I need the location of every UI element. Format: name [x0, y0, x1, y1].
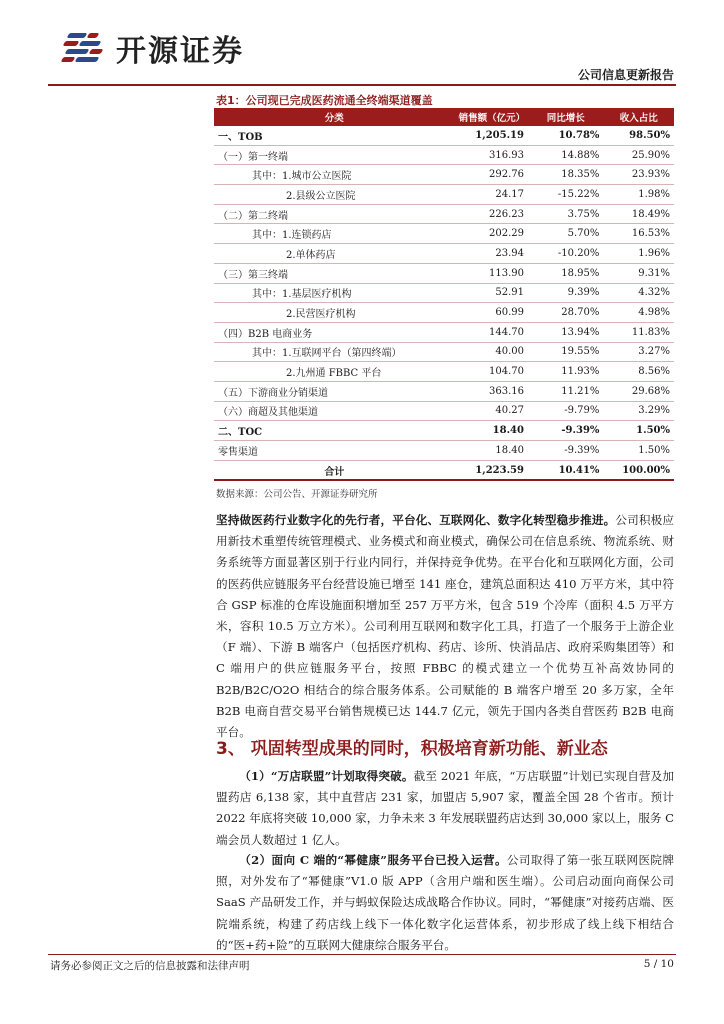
cell-sales: 52.91: [455, 283, 528, 303]
table-row: [214, 204, 674, 224]
paragraph-store-alliance: [216, 766, 674, 851]
cell-share: 23.93%: [603, 165, 674, 185]
cell-share: 1.98%: [603, 185, 674, 205]
cell-sales: 40.00: [455, 342, 528, 362]
sales-table: [214, 108, 674, 481]
cell-sales: 113.90: [455, 263, 528, 283]
table-row: [214, 342, 674, 362]
cell-category: （六）商超及其他渠道: [214, 401, 455, 421]
table-row: [214, 145, 674, 165]
paragraph-text: 截至 2021 年底，“万店联盟”计划已实现自营及加盟药店 6,138 家，其中直营店 231 家，加盟店 5,907 家，覆盖全国 28 个省市。预计 2022 年底将突破 10,000 家，力争未来 3 年发展联盟药店达到 30,000 家以上，服务 C 端会员人数超过 1 亿人。: [216, 769, 675, 847]
cell-share: 11.83%: [603, 322, 674, 342]
cell-growth: 10.78%: [528, 126, 603, 145]
paragraph-lead: （2）面向 C 端的“幂健康”服务平台已投入运营。: [239, 853, 507, 867]
cell-sales: 24.17: [455, 185, 528, 205]
cell-category: （二）第二终端: [214, 204, 455, 224]
paragraph-lead: （1）“万店联盟”计划取得突破。: [239, 769, 414, 783]
cell-sales: 202.29: [455, 224, 528, 244]
logo-text: 开源证券: [116, 34, 244, 69]
cell-category: 2.民营医疗机构: [214, 303, 455, 323]
cell-growth: 28.70%: [528, 303, 603, 323]
table-header-row: [214, 108, 674, 126]
cell-share: 1.50%: [603, 421, 674, 441]
page-header: [0, 0, 724, 90]
cell-sales: 104.70: [455, 362, 528, 382]
cell-share: 9.31%: [603, 263, 674, 283]
table-title: 表1：公司现已完成医药流通全终端渠道覆盖: [216, 94, 433, 107]
cell-share: 4.32%: [603, 283, 674, 303]
table-row: [214, 283, 674, 303]
cell-category: 二、TOC: [214, 421, 455, 441]
cell-sales: 144.70: [455, 322, 528, 342]
cell-share: 98.50%: [603, 126, 674, 145]
cell-category: 2.单体药店: [214, 244, 455, 264]
table-body: [214, 126, 674, 480]
cell-sales: 23.94: [455, 244, 528, 264]
cell-share: 16.53%: [603, 224, 674, 244]
report-type: 公司信息更新报告: [577, 68, 674, 82]
cell-share: 1.50%: [603, 441, 674, 461]
cell-sales: 40.27: [455, 401, 528, 421]
paragraph-text: 公司取得了第一张互联网医院牌照，对外发布了“幂健康”V1.0 版 APP（含用户端和医生端）。公司启动面向商保公司 SaaS 产品研发工作，并与蚂蚁保险达成战略合作协议。同时，“幂健康”对接药店端、医院端系统，构建了药店线上线下一体化数字化运营体系，初步形成了线上线下相结合的“医+药+险”的互联网大健康综合服务平台。: [216, 853, 674, 952]
table-row: [214, 244, 674, 264]
cell-category: 其中：1.连锁药店: [214, 224, 455, 244]
table-row: [214, 165, 674, 185]
cell-growth: 9.39%: [528, 283, 603, 303]
table-row: [214, 460, 674, 480]
cell-category: 2.县级公立医院: [214, 185, 455, 205]
table-row: [214, 362, 674, 382]
table-row: [214, 303, 674, 323]
cell-share: 25.90%: [603, 145, 674, 165]
cell-growth: 18.95%: [528, 263, 603, 283]
table-row: [214, 421, 674, 441]
cell-sales: 18.40: [455, 441, 528, 461]
cell-category: （五）下游商业分销渠道: [214, 381, 455, 401]
cell-category: （一）第一终端: [214, 145, 455, 165]
footer-divider: [48, 954, 676, 955]
cell-category: 其中：1.互联网平台（第四终端）: [214, 342, 455, 362]
column-header-share: 收入占比: [603, 108, 674, 126]
cell-category: 一、TOB: [214, 126, 455, 145]
cell-growth: 11.93%: [528, 362, 603, 382]
cell-category: 2.九州通 FBBC 平台: [214, 362, 455, 382]
page-number: 5 / 10: [643, 958, 674, 970]
column-header-sales: 销售额（亿元）: [455, 108, 528, 126]
cell-growth: -9.79%: [528, 401, 603, 421]
cell-share: 29.68%: [603, 381, 674, 401]
cell-growth: -9.39%: [528, 441, 603, 461]
table-row: [214, 224, 674, 244]
cell-share: 4.98%: [603, 303, 674, 323]
cell-sales: 226.23: [455, 204, 528, 224]
cell-share: 100.00%: [603, 460, 674, 480]
cell-growth: 3.75%: [528, 204, 603, 224]
cell-growth: 13.94%: [528, 322, 603, 342]
cell-share: 3.29%: [603, 401, 674, 421]
cell-growth: -10.20%: [528, 244, 603, 264]
legal-disclaimer: 请务必参阅正文之后的信息披露和法律声明: [50, 960, 250, 972]
cell-growth: 10.41%: [528, 460, 603, 480]
cell-growth: -9.39%: [528, 421, 603, 441]
column-header-growth: 同比增长: [528, 108, 603, 126]
cell-sales: 18.40: [455, 421, 528, 441]
cell-growth: 11.21%: [528, 381, 603, 401]
cell-category: （三）第三终端: [214, 263, 455, 283]
table-row: [214, 401, 674, 421]
paragraph-mi-health: [216, 850, 674, 956]
header-divider: [48, 84, 676, 86]
section-heading: 3、 巩固转型成果的同时，积极培育新功能、新业态: [216, 739, 608, 759]
table-source: 数据来源：公司公告、开源证券研究所: [216, 489, 378, 500]
cell-category: 合计: [214, 460, 455, 480]
table-row: [214, 185, 674, 205]
cell-share: 8.56%: [603, 362, 674, 382]
table-row: [214, 263, 674, 283]
cell-sales: 1,205.19: [455, 126, 528, 145]
cell-sales: 60.99: [455, 303, 528, 323]
cell-growth: 5.70%: [528, 224, 603, 244]
cell-share: 3.27%: [603, 342, 674, 362]
table-row: [214, 126, 674, 145]
cell-growth: 14.88%: [528, 145, 603, 165]
cell-share: 18.49%: [603, 204, 674, 224]
cell-growth: 19.55%: [528, 342, 603, 362]
column-header-category: 分类: [214, 108, 455, 126]
cell-sales: 363.16: [455, 381, 528, 401]
cell-growth: -15.22%: [528, 185, 603, 205]
cell-category: 其中：1.城市公立医院: [214, 165, 455, 185]
paragraph-text: 公司积极应用新技术重塑传统管理模式、业务模式和商业模式，确保公司在信息系统、物流系统、财务系统等方面显著区别于行业内同行，并保持竞争优势。在平台化和互联网化方面，公司的医药供应链服务平台经营设施已增至 141 座仓，建筑总面积达 410 万平方米，其中符合 GSP 标准的仓库设施面积增加至 257 万平方米，包含 519 个冷库（面积 4.5 万平方米，容积 10.5 万立方米）。公司利用互联网和数字化工具，打造了一个服务于上游企业（F 端）、下游 B 端客户（包括医疗机构、药店、诊所、快消品店、政府采购集团等）和 C 端用户的供应链服务平台，按照 FBBC 的模式建立一个优势互补高效协同的 B2B/B2C/O2O 相结合的综合服务体系。公司赋能的 B 端客户增至 20 多万家，全年 B2B 电商自营交易平台销售规模已达 144.7 亿元，领先于国内各类自营医药 B2B 电商平台。: [216, 513, 674, 740]
paragraph-lead: 坚持做医药行业数字化的先行者，平台化、互联网化、数字化转型稳步推进。: [216, 513, 616, 527]
cell-category: 零售渠道: [214, 441, 455, 461]
cell-category: （四）B2B 电商业务: [214, 322, 455, 342]
table-row: [214, 381, 674, 401]
cell-sales: 316.93: [455, 145, 528, 165]
cell-growth: 18.35%: [528, 165, 603, 185]
cell-category: 其中：1.基层医疗机构: [214, 283, 455, 303]
paragraph-digitalization: [216, 510, 674, 743]
brand-logo: [62, 26, 244, 70]
cell-sales: 1,223.59: [455, 460, 528, 480]
table-row: [214, 441, 674, 461]
cell-sales: 292.76: [455, 165, 528, 185]
cell-share: 1.96%: [603, 244, 674, 264]
table-row: [214, 322, 674, 342]
logo-mark-icon: [62, 31, 108, 65]
